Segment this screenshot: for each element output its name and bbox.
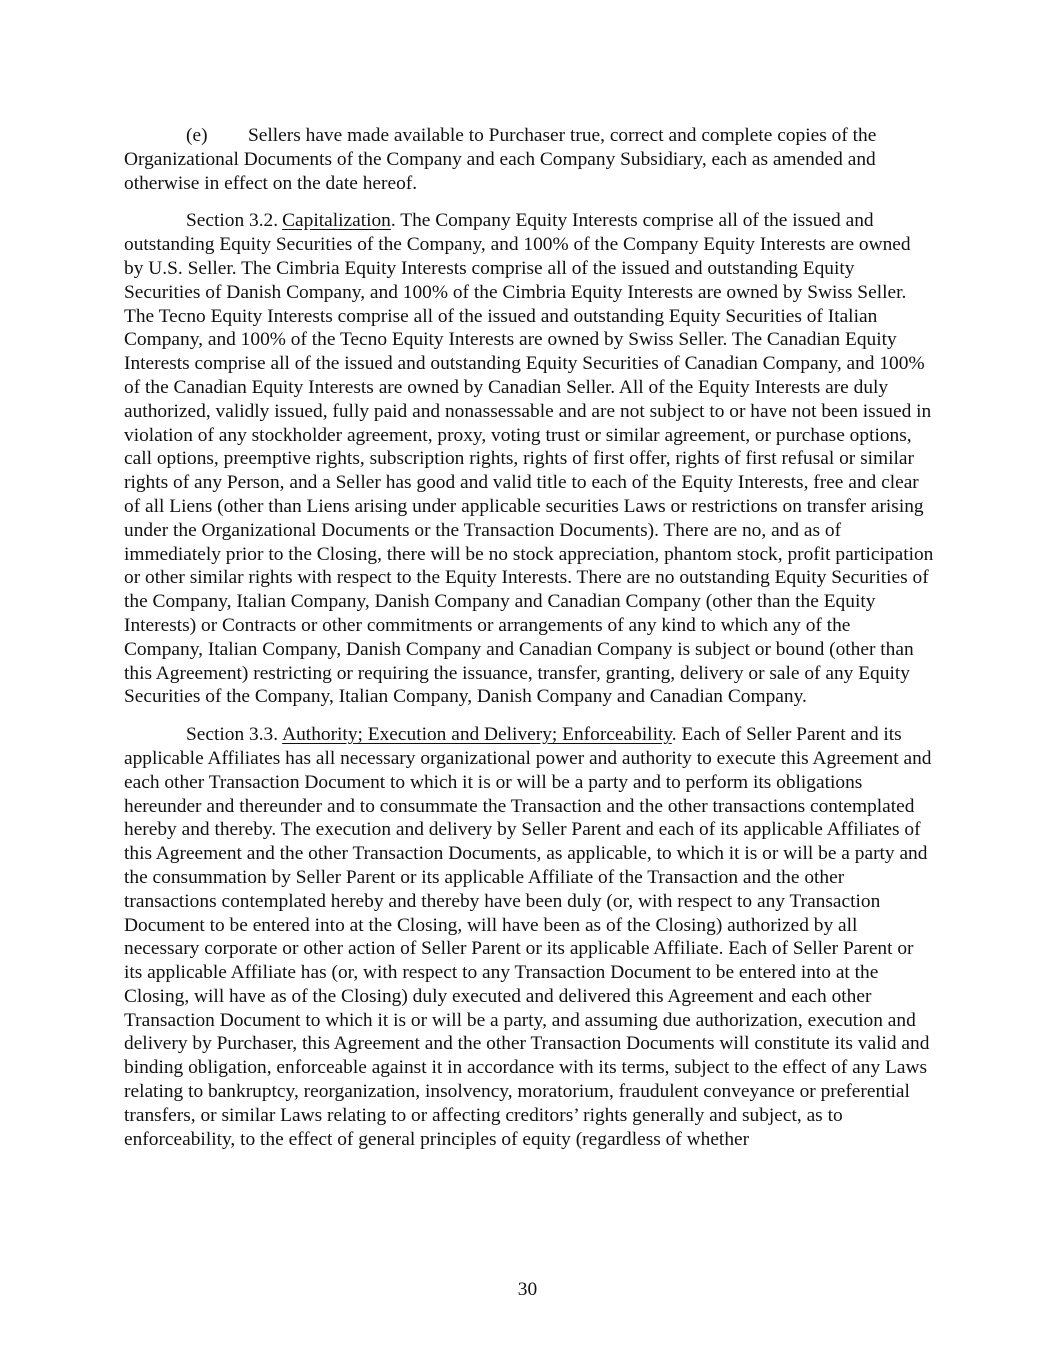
section-3-3-text: . Each of Seller Parent and its applicable Affiliates has all necessary organizational power and authority to execute this Agreement and each other Transaction Document to which it is or will be a party and to perform its obligations hereunder and thereunder and to consummate the Transaction and the other transactions contemplated hereby and thereby. The execution and delivery by Seller Parent and each of its applicable Affiliates of this Agreement and the other Transaction Documents, as applicable, to which it is or will be a party and the consummation by Seller Parent or its applicable Affiliate of the Transaction and the other transactions contemplated hereby and thereby have been duly (or, with respect to any Transaction Document to be entered into at the Closing, will have been as of the Closing) authorized by all necessary corporate or other action of Seller Parent or its applicable Affiliate. Each of Seller Parent or its applicable Affiliate has (or, with respect to any Transaction Document to be entered into at the Closing, will have as of the Closing) duly executed and delivered this Agreement and each other Transaction Document to which it is or will be a party, and assuming due authorization, execution and delivery by Purchaser, this Agreement and the other Transaction Documents will constitute its valid and binding obligation, enforceable against it in accordance with its terms, subject to the effect of any Laws relating to bankruptcy, reorganization, insolvency, moratorium, fraudulent conveyance or preferential transfers, or similar Laws relating to or affecting creditors’ rights generally and subject, as to enforceability, to the effect of general principles of equity (regardless of whether bbox=[124, 724, 932, 1150]
section-3-3-authority bbox=[124, 723, 934, 1151]
paragraph-e-label: (e) bbox=[186, 125, 208, 146]
section-3-3-number: Section 3.3. bbox=[186, 724, 279, 746]
section-3-2-text: . The Company Equity Interests comprise all of the issued and outstanding Equity Securities of the Company, and 100% of the Company Equity Interests are owned by U.S. Seller. The Cimbria Equity Interests comprise all of the issued and outstanding Equity Securities of Danish Company, and 100% of the Cimbria Equity Interests are owned by Swiss Seller. The Tecno Equity Interests comprise all of the issued and outstanding Equity Securities of Italian Company, and 100% of the Tecno Equity Interests are owned by Swiss Seller. The Canadian Equity Interests comprise all of the issued and outstanding Equity Securities of Canadian Company, and 100% of the Canadian Equity Interests are owned by Canadian Seller. All of the Equity Interests are duly authorized, validly issued, fully paid and nonassessable and are not subject to or have not been issued in violation of any stockholder agreement, proxy, voting trust or similar agreement, or purchase options, call options, preemptive rights, subscription rights, rights of first offer, rights of first refusal or similar rights of any Person, and a Seller has good and valid title to each of the Equity Interests, free and clear of all Liens (other than Liens arising under applicable securities Laws or restrictions on transfer arising under the Organizational Documents or the Transaction Documents). There are no, and as of immediately prior to the Closing, there will be no stock appreciation, phantom stock, profit participation or other similar rights with respect to the Equity Interests. There are no outstanding Equity Securities of the Company, Italian Company, Danish Company and Canadian Company (other than the Equity Interests) or Contracts or other commitments or arrangements of any kind to which any of the Company, Italian Company, Danish Company and Canadian Company is subject or bound (other than this Agreement) restricting or requiring the issuance, transfer, granting, delivery or sale of any Equity Securities of the Company, Italian Company, Danish Company and Canadian Company. bbox=[124, 210, 934, 708]
section-3-2-number: Section 3.2. bbox=[186, 210, 279, 232]
paragraph-e-text: Sellers have made available to Purchaser true, correct and complete copies of the Organizational Documents of the Company and each Company Subsidiary, each as amended and otherwise in effect on the date hereof. bbox=[124, 125, 877, 194]
paragraph-e bbox=[124, 124, 934, 195]
document-body bbox=[124, 124, 934, 1165]
section-3-2-capitalization bbox=[124, 209, 934, 709]
section-3-3-title: Authority; Execution and Delivery; Enforceability bbox=[282, 724, 672, 746]
section-3-2-title: Capitalization bbox=[282, 210, 391, 232]
page-number: 30 bbox=[517, 1279, 538, 1300]
